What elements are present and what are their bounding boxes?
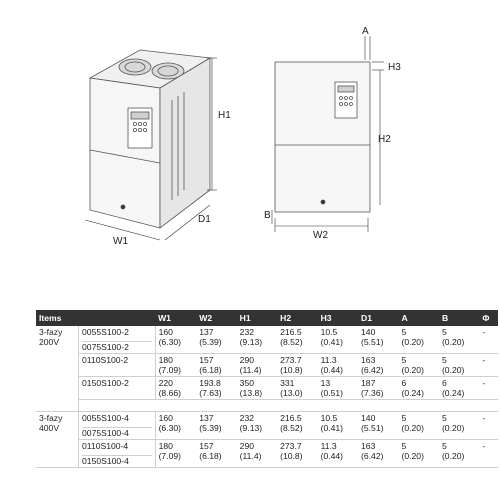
dim-label-b: B [264,210,271,221]
dim-label-h2: H2 [378,134,391,145]
dim-label-d1: D1 [198,214,211,225]
header-cell: D1 [358,310,398,326]
value-cell: 331 (13.0) [277,377,317,400]
value-cell: 137 (5.39) [196,412,236,440]
dimension-table [36,310,498,468]
header-cell: H3 [318,310,358,326]
table-row [36,377,498,400]
value-cell: 5 (0.20) [439,326,479,354]
table-header-row [36,310,498,326]
value-cell: 5 (0.20) [439,440,479,468]
value-cell: 180 (7.09) [155,440,196,468]
value-cell: 10.5 (0.41) [318,412,358,440]
value-cell: 6 (0.24) [398,377,438,400]
value-cell: 273.7 (10.8) [277,440,317,468]
value-cell: 5 (0.20) [398,326,438,354]
value-cell: 193.8 (7.63) [196,377,236,400]
value-cell: 5 (0.20) [398,440,438,468]
value-cell: - [479,440,498,468]
value-cell: 160 (6.30) [155,412,196,440]
value-cell: 5 (0.20) [439,412,479,440]
value-cell: 5 (0.20) [398,412,438,440]
header-cell: H1 [237,310,277,326]
value-cell: 140 (5.51) [358,412,398,440]
value-cell: 290 (11.4) [237,354,277,377]
value-cell: 290 (11.4) [237,440,277,468]
model-cell: 0110S100-2 [79,354,156,377]
value-cell: 11.3 (0.44) [318,440,358,468]
value-cell: 216.5 (8.52) [277,326,317,354]
value-cell: 13 (0.51) [318,377,358,400]
value-cell: 220 (8.66) [155,377,196,400]
model-cell: 0055S100-4 0075S100-4 [79,412,156,440]
value-cell: 216.5 (8.52) [277,412,317,440]
value-cell: 273.7 (10.8) [277,354,317,377]
spacer-row [36,400,498,412]
value-cell: 163 (6.42) [358,440,398,468]
value-cell: - [479,354,498,377]
value-cell: 160 (6.30) [155,326,196,354]
header-cell: Φ [479,310,498,326]
dim-label-a: A [362,26,369,37]
value-cell: 6 (0.24) [439,377,479,400]
value-cell: - [479,412,498,440]
header-cell: B [439,310,479,326]
model-cell: 0110S100-4 0150S100-4 [79,440,156,468]
value-cell: 157 (6.18) [196,354,236,377]
header-cell: A [398,310,438,326]
value-cell: 180 (7.09) [155,354,196,377]
dim-label-w2: W2 [313,230,328,241]
value-cell: 137 (5.39) [196,326,236,354]
value-cell: 163 (6.42) [358,354,398,377]
value-cell: 10.5 (0.41) [318,326,358,354]
front-view [275,62,370,212]
value-cell: - [479,377,498,400]
value-cell: 232 (9.13) [237,412,277,440]
table-row [36,412,498,440]
table-row [36,440,498,468]
table-row [36,326,498,354]
table-row [36,354,498,377]
header-cell: W2 [196,310,236,326]
value-cell: 187 (7.36) [358,377,398,400]
value-cell: - [479,326,498,354]
value-cell: 140 (5.51) [358,326,398,354]
dim-label-h1: H1 [218,110,231,121]
dim-label-w1: W1 [113,236,128,247]
value-cell: 350 (13.8) [237,377,277,400]
model-cell: 0055S100-2 0075S100-2 [79,326,156,354]
value-cell: 157 (6.18) [196,440,236,468]
dim-label-h3: H3 [388,62,401,73]
model-cell: 0150S100-2 [79,377,156,400]
voltage-group-cell: 3-fazy 200V [36,326,79,412]
isometric-view [90,50,210,228]
value-cell: 5 (0.20) [439,354,479,377]
voltage-group-cell: 3-fazy 400V [36,412,79,468]
keypad-icon [128,108,152,148]
value-cell: 232 (9.13) [237,326,277,354]
header-cell: H2 [277,310,317,326]
header-cell: Items [36,310,155,326]
header-cell: W1 [155,310,196,326]
value-cell: 11.3 (0.44) [318,354,358,377]
value-cell: 5 (0.20) [398,354,438,377]
